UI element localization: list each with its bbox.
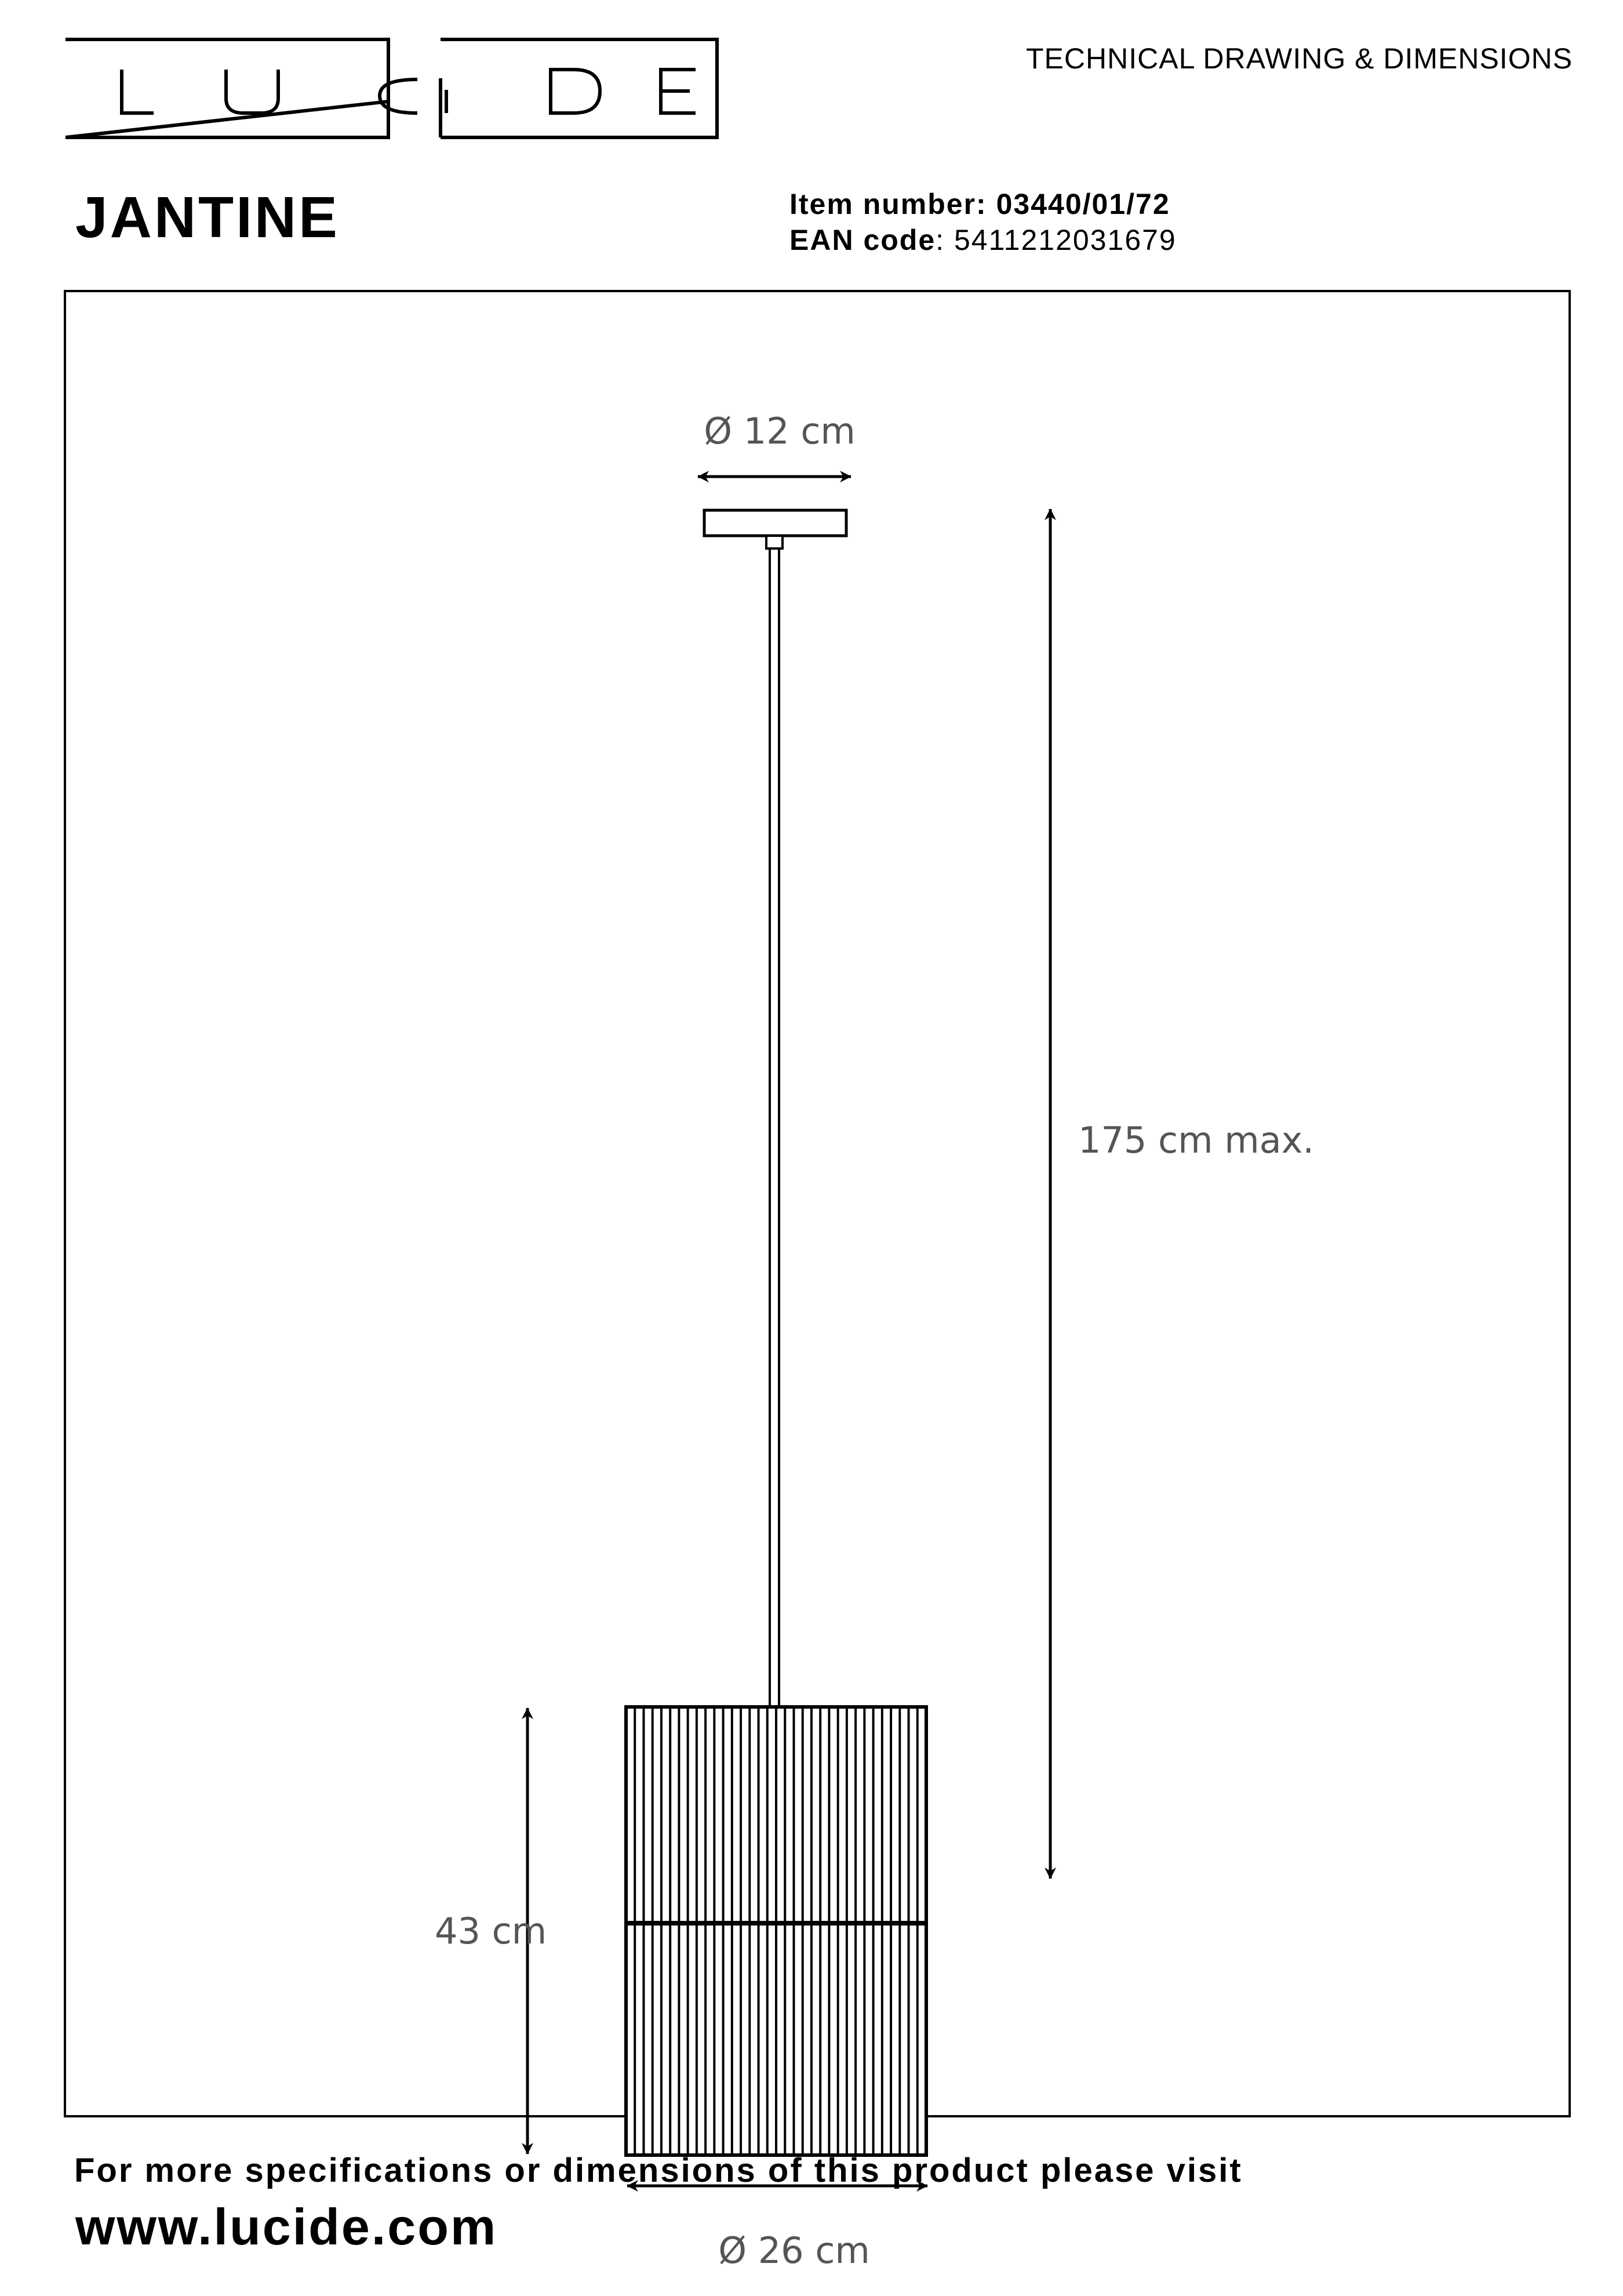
item-number (789, 187, 1170, 221)
lucide-logo (64, 38, 719, 139)
canopy-diameter-label: Ø 12 cm (704, 410, 856, 452)
ean-code (789, 223, 1177, 257)
canopy (704, 510, 846, 536)
header-title: TECHNICAL DRAWING & DIMENSIONS (1026, 42, 1573, 75)
canopy-connector (766, 536, 783, 548)
item-number-value: 03440/01/72 (996, 188, 1170, 220)
footer-text: For more specifications or dimensions of this product please visit (74, 2152, 1243, 2189)
ean-value: : 5411212031679 (936, 224, 1177, 256)
shade-diameter-label: Ø 26 cm (718, 2229, 870, 2272)
ean-label: EAN code (789, 224, 936, 256)
product-name: JANTINE (75, 185, 340, 250)
shade-height-label: 43 cm (435, 1910, 547, 1952)
item-number-label: Item number: (789, 188, 987, 220)
lamp-shade (626, 1707, 926, 2155)
max-height-label: 175 cm max. (1078, 1119, 1315, 1161)
suspension-rod (770, 548, 779, 1707)
website-link[interactable]: www.lucide.com (75, 2198, 498, 2255)
